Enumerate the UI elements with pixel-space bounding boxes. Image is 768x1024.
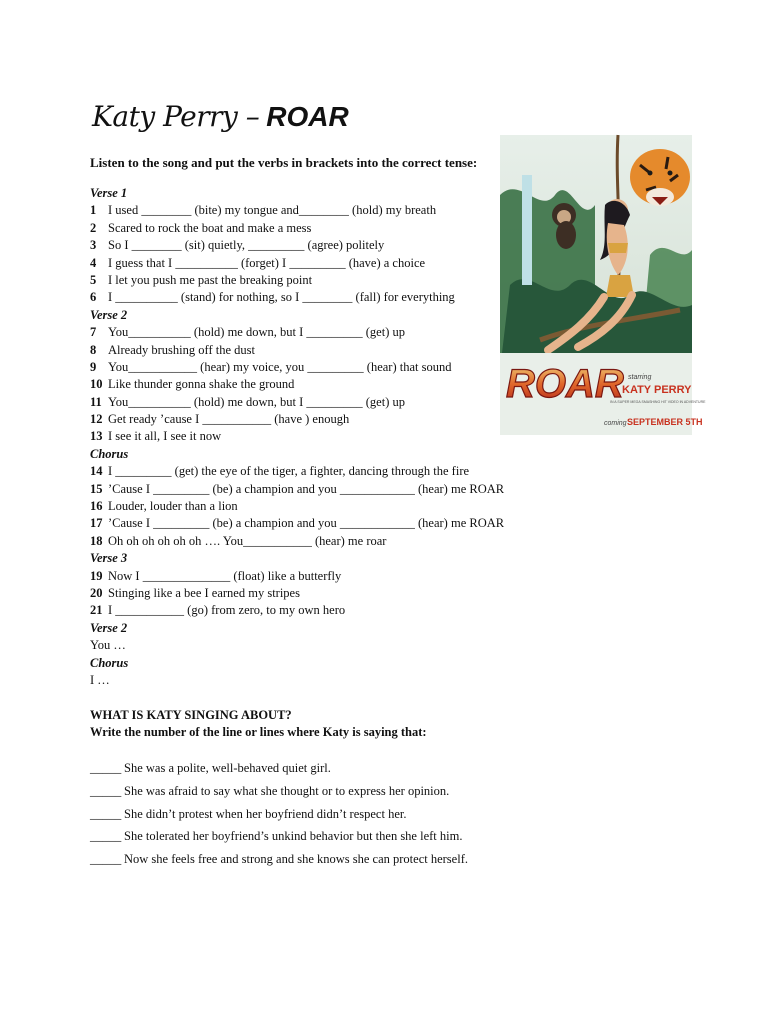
lyrics-section-heading: Verse 3 [90, 551, 128, 566]
poster-starring: starring [628, 374, 652, 381]
lyric-line [90, 602, 510, 619]
lyric-line [90, 672, 510, 689]
answer-blank: _____ [90, 806, 122, 821]
lyric-text: Now I ______________ (float) like a butterfly [108, 568, 342, 583]
line-number: 13 [90, 429, 103, 444]
lyric-text: Oh oh oh oh oh oh …. You___________ (hear) me roar [108, 533, 387, 548]
line-number: 12 [90, 412, 103, 427]
lyric-line [90, 481, 510, 498]
lyric-line [90, 411, 510, 428]
lyrics-section-heading: Verse 2 [90, 620, 128, 635]
answer-blank: _____ [90, 852, 122, 867]
line-number: 7 [90, 325, 97, 340]
statement-text: Now she feels free and strong and she knows she can protect herself. [124, 852, 468, 867]
statement-item [90, 806, 468, 829]
lyric-line [90, 637, 510, 654]
lyric-line [90, 272, 510, 289]
lyrics-section-heading: Chorus [90, 655, 129, 670]
answer-blank: _____ [90, 829, 122, 844]
poster-artist: KATY PERRY [622, 384, 692, 396]
statement-text: She didn’t protest when her boyfriend didn’t respect her. [124, 806, 407, 821]
lyric-text: I … [90, 672, 110, 687]
line-number: 2 [90, 220, 97, 235]
lyric-line [90, 585, 510, 602]
question-heading-block [90, 707, 427, 741]
lyric-line [90, 463, 510, 480]
poster-tagline: IN A SUPER MEGA SMASHING HIT VIDEO IN ADVENTURE [610, 400, 706, 404]
lyric-text: I let you push me past the breaking point [108, 272, 313, 287]
lyric-text: You___________ (hear) my voice, you _________ (hear) that sound [108, 359, 452, 374]
answer-blank: _____ [90, 783, 122, 798]
line-number: 17 [90, 516, 103, 531]
statement-item [90, 828, 468, 851]
line-number: 1 [90, 203, 97, 218]
lyric-line [90, 394, 510, 411]
line-number: 16 [90, 499, 103, 514]
lyric-line [90, 220, 510, 237]
lyric-text: I __________ (stand) for nothing, so I ________ (fall) for everything [108, 290, 455, 305]
lyric-text: ’Cause I _________ (be) a champion and you ____________ (hear) me ROAR [108, 481, 505, 496]
lyric-line [90, 289, 510, 306]
answer-blank: _____ [90, 761, 122, 775]
lyric-text: I see it all, I see it now [108, 429, 222, 444]
lyric-text: I used ________ (bite) my tongue and________ (hold) my breath [108, 203, 437, 218]
lyric-text: You__________ (hold) me down, but I _________ (get) up [108, 325, 405, 340]
lyric-line [90, 533, 510, 550]
statement-item [90, 760, 468, 783]
lyrics-list [90, 185, 510, 689]
lyric-text: You__________ (hold) me down, but I _________ (get) up [108, 394, 405, 409]
line-number: 5 [90, 272, 97, 287]
poster-coming: coming [604, 420, 627, 427]
statement-text: She tolerated her boyfriend’s unkind behavior but then she left him. [124, 829, 463, 844]
lyric-text: Already brushing off the dust [108, 342, 255, 357]
lyric-text: ’Cause I _________ (be) a champion and you ____________ (hear) me ROAR [108, 516, 505, 531]
statement-list [90, 760, 468, 874]
line-number: 6 [90, 290, 97, 305]
line-number: 18 [90, 533, 103, 548]
lyrics-section-heading: Chorus [90, 446, 129, 461]
poster-waterfall [522, 175, 532, 285]
line-number: 19 [90, 568, 103, 583]
lyrics-section-heading: Verse 2 [90, 307, 128, 322]
line-number: 14 [90, 464, 103, 479]
poster-title: ROAR [506, 362, 624, 406]
question-heading: WHAT IS KATY SINGING ABOUT? [90, 708, 292, 722]
line-number: 11 [90, 394, 102, 409]
lyric-line [90, 324, 510, 341]
lyric-line [90, 568, 510, 585]
lyric-line [90, 359, 510, 376]
line-number: 8 [90, 342, 97, 357]
lyric-text: Like thunder gonna shake the ground [108, 377, 295, 392]
line-number: 4 [90, 255, 97, 270]
page-title [92, 100, 349, 135]
lyric-text: I _________ (get) the eye of the tiger, a fighter, dancing through the fire [108, 464, 470, 479]
lyric-line [90, 237, 510, 254]
lyric-text: Get ready ’cause I ___________ (have ) enough [108, 412, 350, 427]
lyrics-section-heading: Verse 1 [90, 186, 128, 200]
lyric-line [90, 515, 510, 532]
lyric-text: I guess that I __________ (forget) I _________ (have) a choice [108, 255, 426, 270]
line-number: 20 [90, 585, 103, 600]
lyric-line [90, 202, 510, 219]
line-number: 21 [90, 603, 103, 618]
statement-text: She was afraid to say what she thought or to express her opinion. [124, 783, 450, 798]
line-number: 3 [90, 238, 97, 253]
question-subheading: Write the number of the line or lines where Katy is saying that: [90, 725, 427, 739]
line-number: 9 [90, 359, 97, 374]
instruction-text: Listen to the song and put the verbs in brackets into the correct tense: [90, 155, 478, 170]
lyric-text: So I ________ (sit) quietly, _________ (agree) politely [108, 238, 385, 253]
title-artist: Katy Perry – [92, 100, 260, 133]
lyric-text: Louder, louder than a lion [108, 499, 238, 514]
lyric-line [90, 498, 510, 515]
statement-item [90, 851, 468, 874]
lyric-line [90, 255, 510, 272]
line-number: 15 [90, 481, 103, 496]
lyric-text: I ___________ (go) from zero, to my own hero [108, 603, 346, 618]
title-song: ROAR [266, 101, 349, 132]
lyric-line [90, 376, 510, 393]
lyric-line [90, 342, 510, 359]
lyric-text: You … [90, 638, 126, 653]
roar-poster-image [500, 135, 706, 435]
poster-date: SEPTEMBER 5TH [627, 417, 703, 427]
lyric-line [90, 428, 510, 445]
lyric-text: Scared to rock the boat and make a mess [108, 220, 312, 235]
line-number: 10 [90, 377, 103, 392]
lyric-text: Stinging like a bee I earned my stripes [108, 585, 300, 600]
statement-text: She was a polite, well-behaved quiet girl. [124, 761, 331, 775]
statement-item [90, 783, 468, 806]
